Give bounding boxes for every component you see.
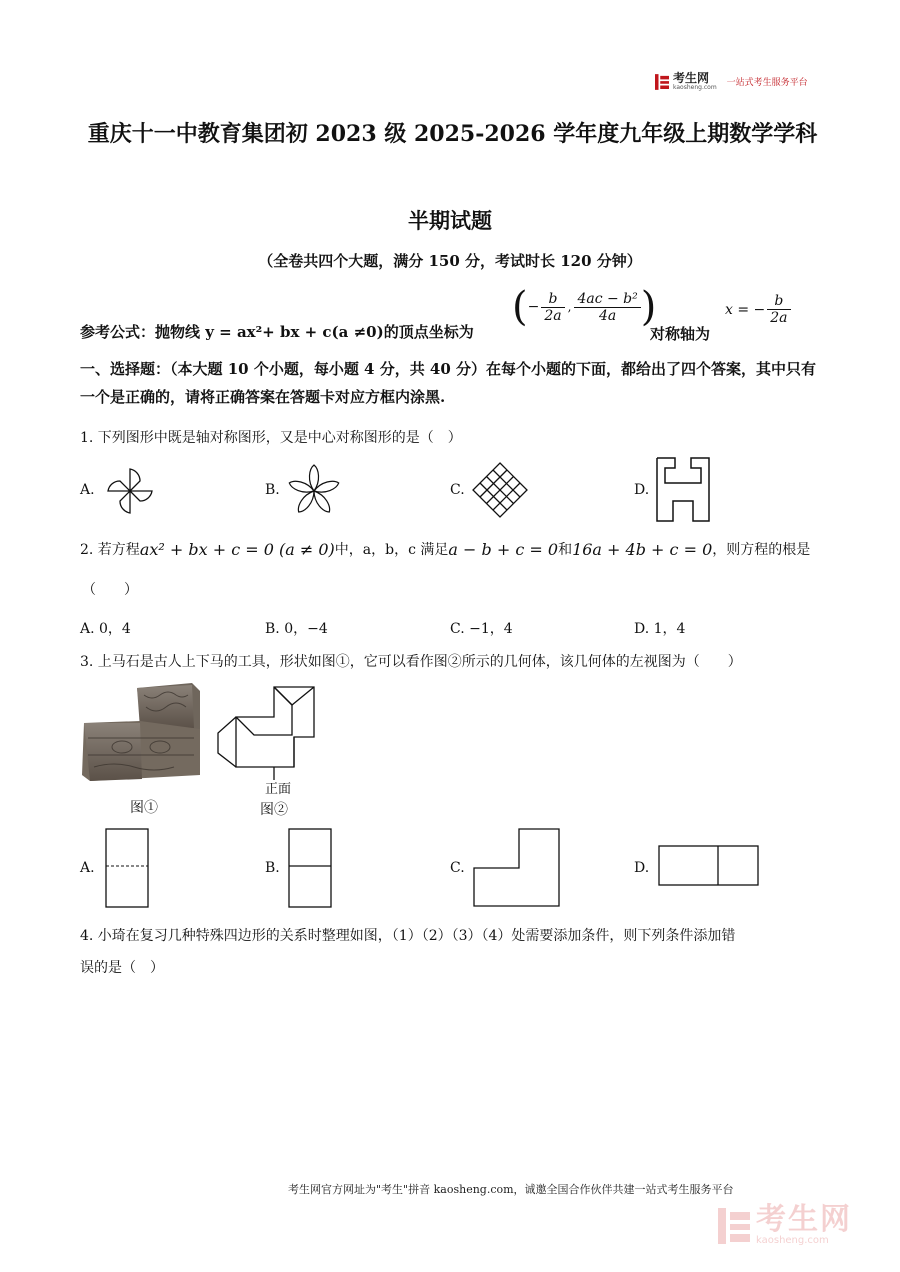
left-view-option-b: [288, 828, 332, 908]
q1-option-b-label: B.: [265, 482, 280, 498]
q2-condition-2: 16a + 4b + c = 0: [572, 540, 713, 559]
watermark-logo-icon: [718, 1207, 750, 1245]
page-title: 重庆十一中教育集团初 2023 级 2025-2026 学年度九年级上期数学学科: [87, 121, 818, 147]
axis-fraction: $\frac{b}{2a}$: [767, 293, 790, 326]
q3-option-a-label: A.: [80, 860, 95, 876]
left-view-option-d: [658, 845, 760, 887]
vertex-y-fraction: $\frac{\text{4ac − b²}}{4a}$: [574, 291, 640, 324]
q2-option-a: A. 0，4: [80, 621, 131, 637]
page-subtitle: 半期试题: [408, 208, 492, 233]
q1-stem: 1. 下列图形中既是轴对称图形，又是中心对称图形的是（ ）: [80, 430, 462, 446]
reference-formula: [80, 285, 840, 345]
flower-figure: [285, 462, 343, 520]
q1-option-c-label: C.: [450, 482, 465, 498]
q2-stem-c: ，则方程的根是: [712, 542, 811, 558]
logo-slogan: 一站式考生服务平台: [726, 78, 808, 88]
logo-icon: [655, 74, 669, 90]
logo-name: 考生网: [673, 71, 710, 85]
vertex-x-fraction: $\frac{b}{2a}$: [541, 291, 564, 324]
fig1-caption: 图①: [130, 800, 158, 816]
axis-label: 对称轴为: [650, 325, 711, 343]
axis-formula: x = − $\frac{b}{2a}$: [725, 293, 791, 326]
q2-and: 和: [558, 542, 573, 558]
q3-option-c-label: C.: [450, 860, 465, 876]
q2-stem-b: 中，a，b，c 满足: [334, 542, 449, 558]
q1-option-a-label: A.: [80, 482, 95, 498]
notched-shape-figure: [655, 457, 711, 523]
logo-domain: kaosheng.com: [673, 84, 717, 91]
q3-option-d-label: D.: [634, 860, 650, 876]
q4-stem-line2: 误的是（ ）: [80, 960, 164, 976]
q3-option-b-label: B.: [265, 860, 280, 876]
q4-stem-line1: 4. 小琦在复习几种特殊四边形的关系时整理如图，（1）（2）（3）（4）处需要添加条件，则下列条件添加错: [80, 928, 736, 944]
footer-text: 考生网官方网址为"考生"拼音 kaosheng.com，诚邀全国合作伙伴共建一站式考生服务平台: [288, 1183, 734, 1196]
q3-stem: 3. 上马石是古人上下马的工具，形状如图①，它可以看作图②所示的几何体，该几何体的左视图为（ ）: [80, 654, 742, 670]
q2-option-d: D. 1，4: [634, 621, 686, 637]
vertex-coordinates: ( − $\frac{b}{2a}$ , $\frac{\text{4ac − b²}}{4a}$ ): [512, 284, 657, 330]
left-view-option-a: [105, 828, 149, 908]
brand-logo: [655, 72, 808, 91]
watermark-domain: kaosheng.com: [756, 1235, 829, 1246]
watermark-text: 考生网: [756, 1202, 852, 1237]
solid-geometry-figure: [214, 685, 324, 775]
formula-prefix: 参考公式：抛物线 y = ax²+ bx + c(a ≠0)的顶点坐标为: [80, 323, 474, 341]
pinwheel-figure: [102, 463, 158, 519]
q2-equation: ax² + bx + c = 0 (a ≠ 0): [139, 540, 335, 559]
left-view-option-c: [473, 828, 561, 908]
watermark: [718, 1202, 852, 1246]
section-heading: 一、选择题：（本大题 10 个小题，每小题 4 分，共 40 分）在每个小题的下面，都给出了四个答案，其中只有一个是正确的，请将正确答案在答题卡对应方框内涂黑.: [80, 360, 817, 406]
mounting-stone-photo: [82, 683, 200, 783]
q2-option-c: C. −1，4: [450, 621, 513, 637]
exam-note: （全卷共四个大题，满分 150 分，考试时长 120 分钟）: [258, 252, 642, 270]
q2-stem-a: 2. 若方程: [80, 542, 140, 558]
q2-condition-1: a − b + c = 0: [448, 540, 559, 559]
q2-paren: （ ）: [82, 582, 138, 598]
diamond-grid-figure: [473, 463, 527, 517]
q2-stem: [80, 540, 810, 560]
front-label: 正面: [265, 782, 292, 797]
q1-option-d-label: D.: [634, 482, 650, 498]
q2-option-b: B. 0，−4: [265, 621, 328, 637]
fig2-caption: 图②: [260, 802, 288, 818]
